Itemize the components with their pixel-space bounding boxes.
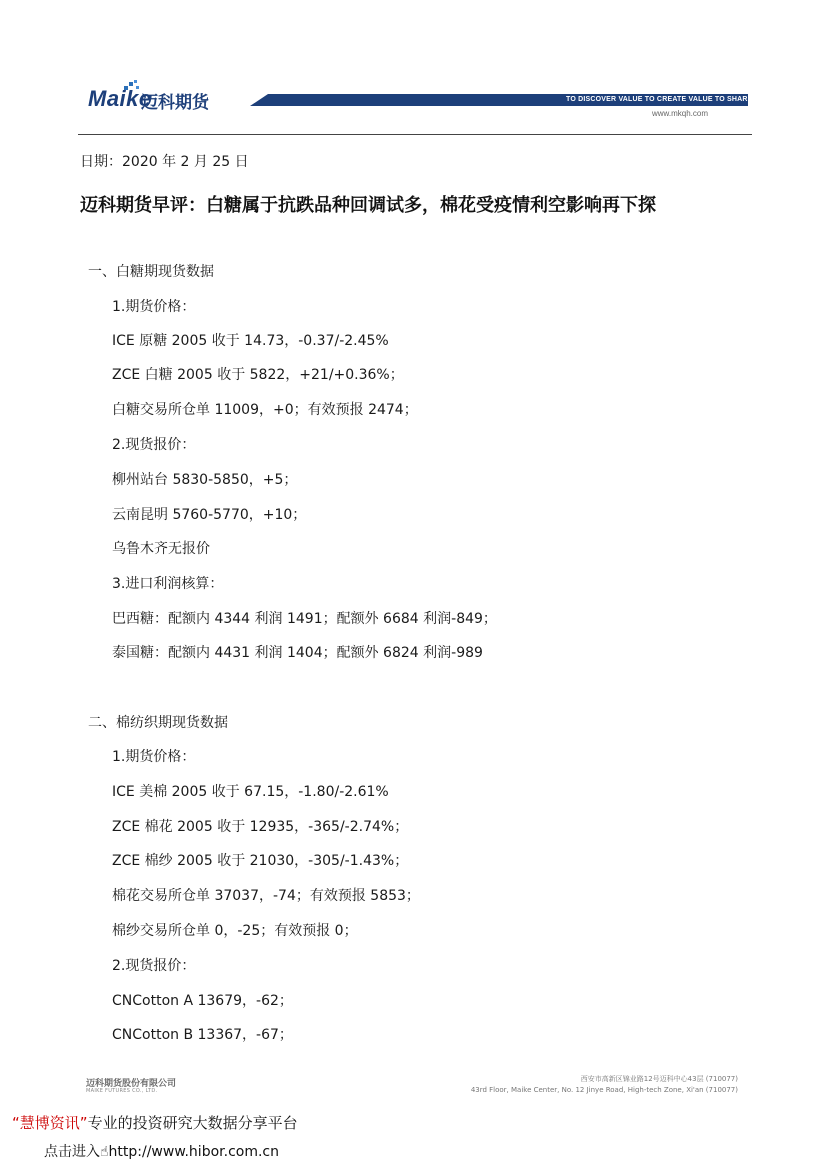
list-item: 泰国糖：配额内 4431 利润 1404；配额外 6824 利润-989 (112, 645, 483, 661)
list-item: 云南昆明 5760-5770，+10； (112, 507, 307, 523)
list-item: 1.期货价格： (112, 749, 196, 765)
slogan-text: 专业的投资研究大数据分享平台 (87, 1114, 298, 1132)
list-item: ICE 美棉 2005 收于 67.15，-1.80/-2.61% (112, 784, 389, 800)
section-heading: 二、棉纺织期现货数据 (88, 715, 228, 731)
list-item: 2.现货报价： (112, 437, 196, 453)
list-item: ZCE 棉纱 2005 收于 21030，-305/-1.43%； (112, 853, 409, 869)
list-item: ZCE 棉花 2005 收于 12935，-365/-2.74%； (112, 819, 409, 835)
hand-pointer-icon: ☝ (100, 1144, 109, 1160)
header-tagline: TO DISCOVER VALUE TO CREATE VALUE TO SHARE VALUE (566, 96, 779, 103)
list-item: 棉纱交易所仓单 0，-25；有效预报 0； (112, 923, 358, 939)
list-item: 乌鲁木齐无报价 (112, 541, 210, 557)
footer-address-cn: 西安市高新区锦业路12号迈科中心43层 (710077) (580, 1075, 738, 1083)
list-item: CNCotton B 13367，-67； (112, 1027, 293, 1043)
website-url: www.mkqh.com (652, 109, 709, 118)
banner-slant (250, 94, 268, 106)
slogan-quote-open: “ (12, 1114, 20, 1132)
section-heading: 一、白糖期现货数据 (88, 264, 214, 280)
enter-label: 点击进入 (44, 1144, 100, 1160)
footer-company: 迈科期货股份有限公司 (86, 1079, 177, 1089)
slogan-brand: 慧博资讯 (19, 1114, 80, 1132)
list-item: 柳州站台 5830-5850，+5； (112, 472, 298, 488)
company-logo: Maike (88, 86, 152, 111)
list-item: 3.进口利润核算： (112, 576, 224, 592)
report-date: 日期：2020 年 2 月 25 日 (80, 154, 249, 170)
footer-company-en: MAIKE FUTURES CO., LTD. (86, 1088, 158, 1094)
list-item: 巴西糖：配额内 4344 利润 1491；配额外 6684 利润-849； (112, 611, 497, 627)
slogan-quote-close: ” (79, 1114, 88, 1132)
report-title: 迈科期货早评：白糖属于抗跌品种回调试多，棉花受疫情利空影响再下探 (80, 195, 656, 216)
footer-address-en: 43rd Floor, Maike Center, No. 12 Jinye Road, High-tech Zone, Xi'an (710077) (470, 1086, 738, 1094)
header-divider (78, 134, 752, 135)
list-item: CNCotton A 13679，-62； (112, 993, 293, 1009)
hibor-slogan (12, 1112, 298, 1133)
list-item: 1.期货价格： (112, 299, 196, 315)
enter-url[interactable]: http://www.hibor.com.cn (108, 1144, 279, 1160)
list-item: 棉花交易所仓单 37037，-74；有效预报 5853； (112, 888, 420, 904)
list-item: 白糖交易所仓单 11009，+0；有效预报 2474； (112, 402, 418, 418)
company-logo-cn: 迈科期货 (141, 93, 209, 113)
hibor-link[interactable] (44, 1141, 279, 1161)
list-item: ICE 原糖 2005 收于 14.73，-0.37/-2.45% (112, 333, 389, 349)
list-item: ZCE 白糖 2005 收于 5822，+21/+0.36%； (112, 367, 404, 383)
list-item: 2.现货报价： (112, 958, 196, 974)
